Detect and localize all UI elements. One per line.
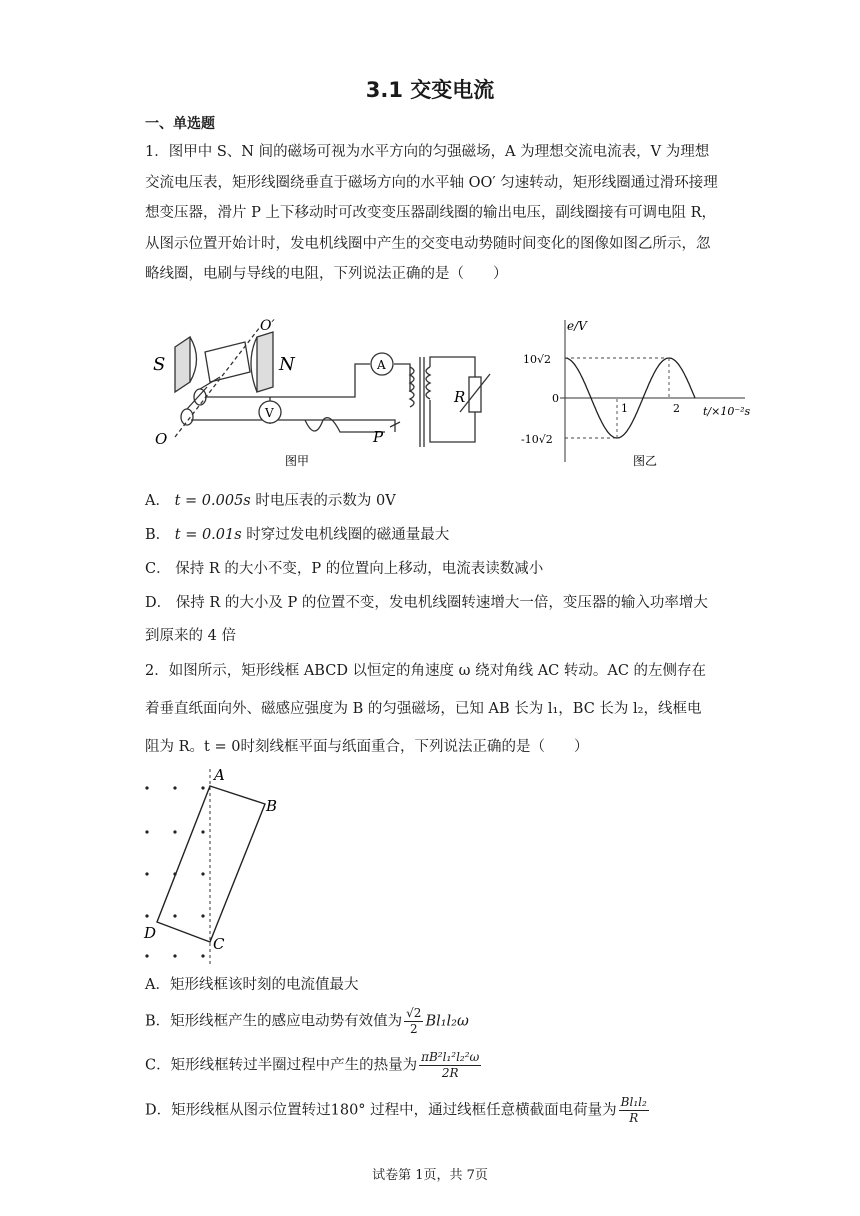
option-text: 时穿过发电机线圈的磁通量最大 xyxy=(246,527,450,543)
option-prefix: B． xyxy=(145,527,171,543)
vertex-C: C xyxy=(213,935,225,953)
fig-label-O-prime: O′ xyxy=(260,318,275,334)
q1-option-d[interactable] xyxy=(145,591,708,612)
page-title: 3.1 交变电流 xyxy=(365,78,495,102)
x-tick-1: 1 xyxy=(621,402,628,415)
q2-figure xyxy=(135,764,295,964)
fraction: $\frac{√2}{2}$ xyxy=(406,1006,422,1036)
option-text: C．矩形线框转过半圈过程中产生的热量为 xyxy=(145,1057,418,1074)
page-footer: 试卷第 1页，共 7页 xyxy=(372,1168,488,1183)
voltmeter-label: V xyxy=(265,406,274,420)
fraction: $\frac{\text{πB²l₁²l₂²ω}}{2R}$ xyxy=(421,1050,480,1080)
y-tick-bottom: -10√2 xyxy=(521,433,553,446)
section-heading: 一、单选题 xyxy=(145,116,215,132)
option-math: t = 0.01s xyxy=(174,527,242,543)
fig-a-caption: 图甲 xyxy=(285,454,310,468)
option-text: D．矩形线框从图示位置转过180° 过程中，通过线框任意横截面电荷量为 xyxy=(145,1102,617,1119)
q2-option-a[interactable]: A．矩形线框该时刻的电流值最大 xyxy=(145,977,359,993)
rectangle-frame xyxy=(157,786,265,942)
q1-stem: 1．图甲中 S、N 间的磁场可视为水平方向的匀强磁场，A 为理想交流电流表，V 为理想交流电压表，矩形线圈绕垂直于磁场方向的水平轴 OO′ 匀速转动，矩形线圈通过滑环接理想变压器，滑片 P 上下移动时可改变变压器副线圈的输出电压，副线圈接有可调电阻 R，从图示位置开始计时，发电机线圈中产生的交变电动势随时间变化的图像如图乙所示，忽略线圈，电刷与导线的电阻，下列说法正确的是（ ） xyxy=(145,144,718,282)
q1-option-d-continued: 到原来的 4 倍 xyxy=(145,628,236,644)
fig-label-O: O xyxy=(155,430,168,448)
vertex-B: B xyxy=(266,797,278,815)
y-tick-zero: 0 xyxy=(552,392,559,405)
q1-figure-b-chart xyxy=(515,312,760,472)
q2-stem-line-2: 着垂直纸面向外、磁感应强度为 B 的匀强磁场，已知 AB 长为 l₁，BC 长为 l₂，线框电 xyxy=(145,701,702,717)
fig-label-R: R xyxy=(454,388,466,406)
fig-b-caption: 图乙 xyxy=(633,454,658,468)
y-axis-label: e/V xyxy=(567,319,587,333)
option-math: t = 0.005s xyxy=(174,493,251,509)
option-prefix: A． xyxy=(145,493,170,509)
q2-option-c[interactable] xyxy=(145,1050,483,1081)
vertex-D: D xyxy=(144,924,157,942)
q1-option-a[interactable] xyxy=(145,489,396,510)
q2-stem-line-1: 2．如图所示，矩形线框 ABCD 以恒定的角速度 ω 绕对角线 AC 转动。AC 的左侧存在 xyxy=(145,663,707,679)
option-math: Bl₁l₂ω xyxy=(425,1013,469,1030)
q2-option-d[interactable] xyxy=(145,1095,651,1126)
option-text: B．矩形线框产生的感应电动势有效值为 xyxy=(145,1013,403,1030)
q2-option-b[interactable] xyxy=(145,1006,469,1037)
vertex-A: A xyxy=(214,766,225,784)
fig-label-P: P xyxy=(373,428,384,446)
fig-label-N: N xyxy=(279,354,295,375)
option-prefix: C． xyxy=(145,561,171,577)
option-text: 保持 R 的大小及 P 的位置不变，发电机线圈转速增大一倍，变压器的输入功率增大 xyxy=(175,595,708,611)
q2-stem-line-3: 阻为 R。t = 0时刻线框平面与纸面重合，下列说法正确的是（ ） xyxy=(145,739,589,755)
x-axis-label: t/×10⁻²s xyxy=(703,405,751,418)
x-tick-2: 2 xyxy=(673,402,680,415)
ammeter-label: A xyxy=(377,358,386,372)
option-prefix: D． xyxy=(145,595,172,611)
fraction: $\frac{\text{Bl₁l₂}}{R}$ xyxy=(620,1095,647,1125)
option-text: 保持 R 的大小不变，P 的位置向上移动，电流表读数减小 xyxy=(175,561,544,577)
q1-option-b[interactable] xyxy=(145,523,449,544)
fig-label-S: S xyxy=(153,354,166,375)
option-text: 时电压表的示数为 0V xyxy=(255,493,396,509)
y-tick-top: 10√2 xyxy=(523,353,552,366)
q1-figure-a xyxy=(145,312,515,472)
q1-option-c[interactable] xyxy=(145,557,543,578)
